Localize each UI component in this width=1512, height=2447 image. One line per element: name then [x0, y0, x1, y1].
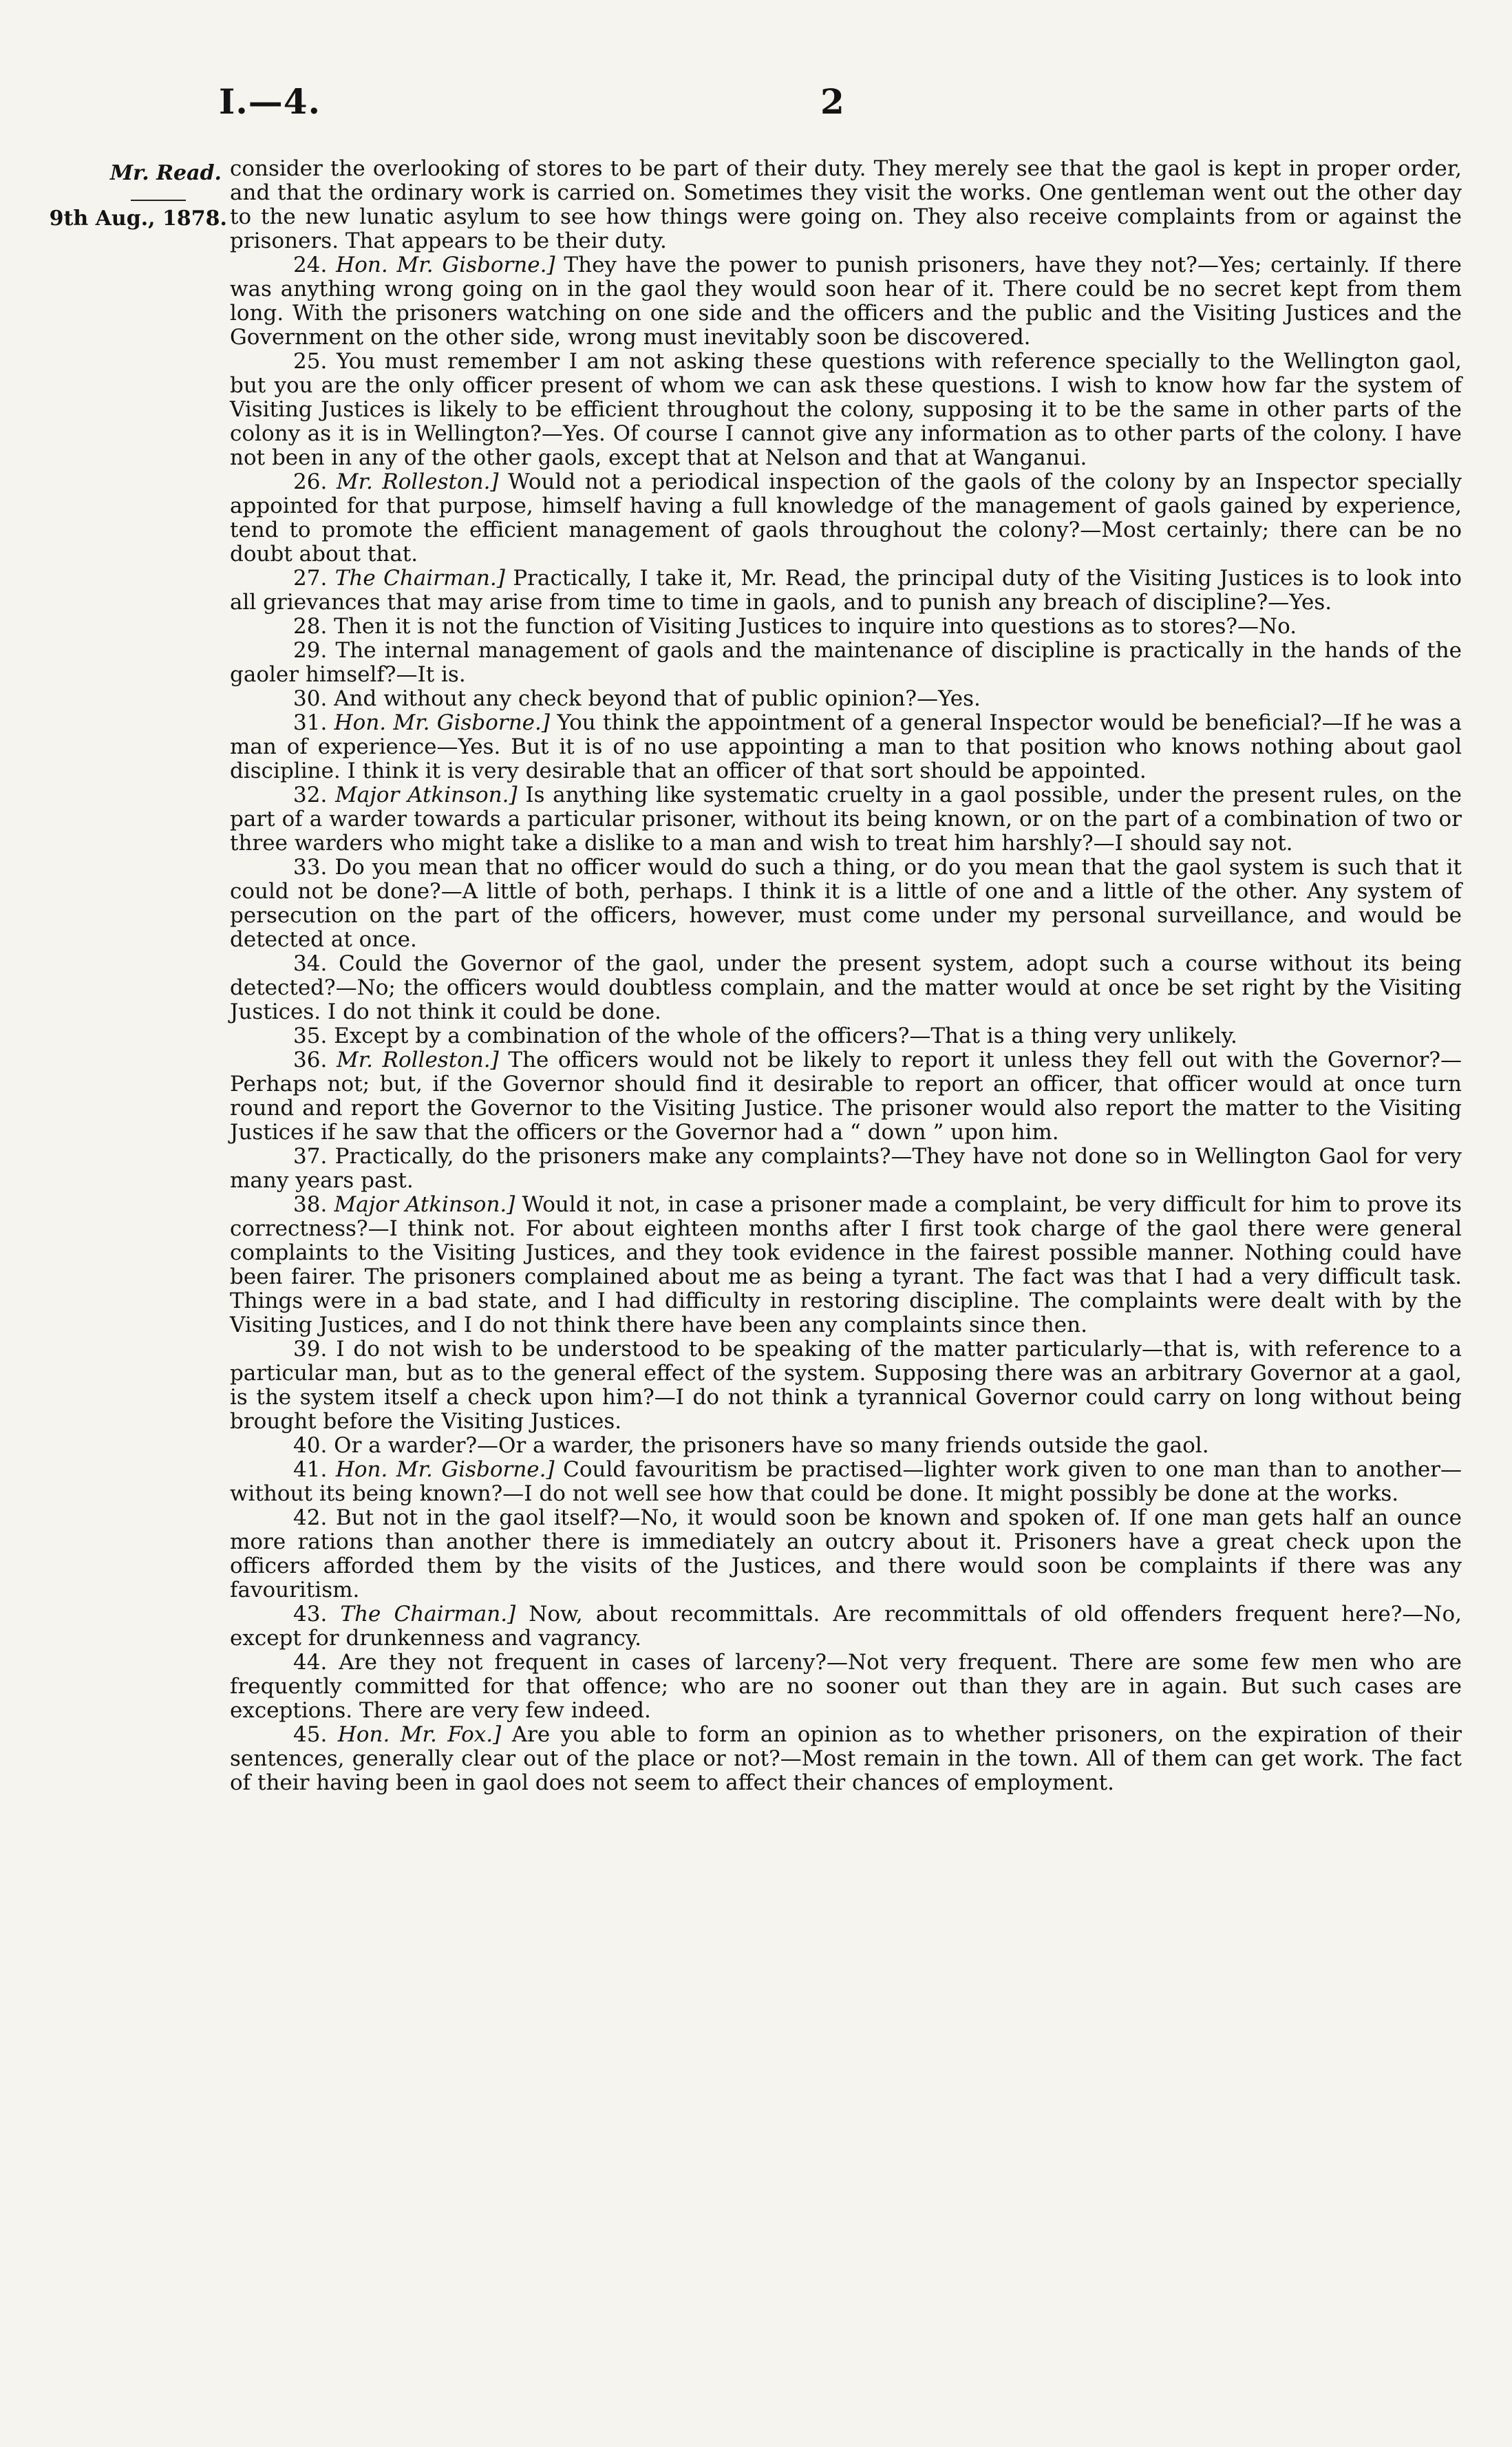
question-number: 26. [293, 469, 328, 494]
questioner-name: Hon. Mr. Fox.] [337, 1722, 502, 1747]
paragraph-text: They have the power to punish prisoners, have they not?—Yes; certainly. If there was anything wrong going on in the gaol they would soon hear of it. There could be no secret kept from them long. With the prisoners watching on one side and the officers and the public and the Visiting Justices and the Government on the other side, wrong must inevitably soon be discovered. [230, 253, 1462, 350]
question-number: 40. [293, 1433, 328, 1458]
question-number: 44. [293, 1650, 328, 1675]
margin-note [7, 160, 227, 233]
question-number: 42. [293, 1505, 328, 1530]
evidence-paragraph [230, 856, 1462, 952]
paragraph-text: You must remember I am not asking these questions with reference specially to the Wellington gaol, but you are the only officer present of whom we can ask these questions. I wish to know how far the system of Visiting Justices is likely to be efficient throughout the colony, supposing it to be the same in other parts of the colony as it is in Wellington?—Yes. Of course I cannot give any information as to other parts of the colony. I have not been in any of the other gaols, except that at Nelson and that at Wanganui. [230, 349, 1462, 470]
document-reference: I.—4. [219, 81, 321, 122]
paragraph-text: Except by a combination of the whole of the officers?—That is a thing very unlikely. [334, 1024, 1237, 1048]
paragraph-text: The internal management of gaols and the maintenance of discipline is practically in the hands of the gaoler himself?—It is. [230, 638, 1462, 687]
question-number: 45. [293, 1722, 328, 1747]
evidence-paragraph [230, 639, 1462, 687]
evidence-paragraph [230, 350, 1462, 470]
evidence-paragraph [230, 1193, 1462, 1337]
evidence-text [230, 157, 1462, 1795]
paragraph-text: I do not wish to be understood to be speaking of the matter particularly—that is, with reference to a particular man, but as to the general effect of the system. Supposing there was an arbitrary Governor at a gaol, is the system itself a check upon him?—I do not think a tyrannical Governor could carry on long without being brought before the Visiting Justices. [230, 1337, 1462, 1434]
paragraph-text: Is anything like systematic cruelty in a gaol possible, under the present rules, on the part of a warder towards a particular prisoner, without its being known, or on the part of a combination of two or three warders who might take a dislike to a man and wish to treat him harshly?—I should say not. [230, 783, 1462, 856]
evidence-paragraph [230, 1434, 1462, 1458]
evidence-paragraph [230, 1048, 1462, 1145]
paragraph-text: You think the appointment of a general Inspector would be beneficial?—If he was a man of experience—Yes. But it is of no use appointing a man to that position who knows nothing about gaol discipline. I think it is very desirable that an officer of that sort should be appointed. [230, 710, 1462, 783]
paragraph-text: Or a warder?—Or a warder, the prisoners have so many friends outside the gaol. [334, 1433, 1209, 1458]
questioner-name: Major Atkinson.] [334, 1192, 515, 1217]
margin-divider [131, 200, 186, 201]
paragraph-text: consider the overlooking of stores to be part of their duty. They merely see that the gaol is kept in proper order, and that the ordinary work is carried on. Sometimes they visit the works. One gentleman went out the other day to the new lunatic asylum to see how things were going on. They also receive complaints from or against the prisoners. That appears to be their duty. [230, 156, 1462, 253]
evidence-paragraph [230, 470, 1462, 566]
paragraph-text: Do you mean that no officer would do such a thing, or do you mean that the gaol system is such that it could not be done?—A little of both, perhaps. I think it is a little of one and a little of the other. Any system of persecution on the part of the officers, however, must come under my personal surveillance, and would be detected at once. [230, 855, 1462, 952]
question-number: 39. [293, 1337, 328, 1362]
question-number: 30. [293, 686, 328, 711]
question-number: 38. [293, 1192, 328, 1217]
paragraph-text: Would it not, in case a prisoner made a complaint, be very difficult for him to prove its correctness?—I think not. For about eighteen months after I first took charge of the gaol there were general complaints to the Visiting Justices, and they took evidence in the fairest possible manner. Nothing could have been fairer. The prisoners complained about me as being a tyrant. The fact was that I had a very difficult task. Things were in a bad state, and I had difficulty in restoring discipline. The complaints were dealt with by the Visiting Justices, and I do not think there have been any complaints since then. [230, 1192, 1462, 1337]
evidence-paragraph [230, 1024, 1462, 1048]
evidence-date: 9th Aug., 1878. [49, 206, 227, 231]
questioner-name: Hon. Mr. Gisborne.] [334, 710, 550, 735]
question-number: 29. [293, 638, 328, 663]
question-number: 32. [293, 783, 328, 807]
evidence-paragraph [230, 783, 1462, 856]
paragraph-text: And without any check beyond that of public opinion?—Yes. [334, 686, 981, 711]
evidence-paragraph [230, 1145, 1462, 1193]
paragraph-text: Now, about recommittals. Are recommittals of old offenders frequent here?—No, except for drunkenness and vagrancy. [230, 1602, 1462, 1651]
evidence-paragraph [230, 1723, 1462, 1795]
question-number: 25. [293, 349, 328, 374]
question-number: 31. [293, 710, 328, 735]
evidence-paragraph [230, 687, 1462, 711]
questioner-name: The Chairman.] [334, 566, 505, 591]
paragraph-text: Could the Governor of the gaol, under the present system, adopt such a course without its being detected?—No; the officers would doubtless complain, and the matter would at once be set right by the Visiting Justices. I do not think it could be done. [230, 951, 1462, 1024]
question-number: 36. [293, 1048, 328, 1072]
paragraph-text: Are you able to form an opinion as to whether prisoners, on the expiration of their sentences, generally clear out of the place or not?—Most remain in the town. All of them can get work. The fact of their having been in gaol does not seem to affect their chances of employment. [230, 1722, 1462, 1795]
evidence-paragraph [230, 711, 1462, 783]
evidence-paragraph [230, 952, 1462, 1024]
paragraph-text: Practically, do the prisoners make any complaints?—They have not done so in Wellington Gaol for very many years past. [230, 1144, 1462, 1193]
questioner-name: Mr. Rolleston.] [336, 469, 499, 494]
question-number: 34. [293, 951, 328, 976]
question-number: 24. [293, 253, 328, 277]
paragraph-text: Could favouritism be practised—lighter work given to one man than to another—without its being known?—I do not well see how that could be done. It might possibly be done at the works. [230, 1457, 1462, 1506]
question-number: 43. [293, 1602, 328, 1627]
witness-name: Mr. Read. [109, 161, 222, 185]
evidence-paragraph [230, 1506, 1462, 1602]
evidence-paragraph [230, 253, 1462, 350]
paragraph-text: Would not a periodical inspection of the gaols of the colony by an Inspector specially appointed for that purpose, himself having a full knowledge of the management of gaols gained by experience, tend to promote the efficient management of gaols throughout the colony?—Most certainly; there can be no doubt about that. [230, 469, 1462, 566]
question-number: 28. [293, 614, 328, 639]
paragraph-text: But not in the gaol itself?—No, it would soon be known and spoken of. If one man gets half an ounce more rations than another there is immediately an outcry about it. Prisoners have a great check upon the officers afforded them by the visits of the Justices, and there would soon be complaints if there was any favouritism. [230, 1505, 1462, 1602]
paragraph-text: Practically, I take it, Mr. Read, the principal duty of the Visiting Justices is to look into all grievances that may arise from time to time in gaols, and to punish any breach of discipline?—Yes. [230, 566, 1462, 615]
paragraph-text: Are they not frequent in cases of larceny?—Not very frequent. There are some few men who are frequently committed for that offence; who are no sooner out than they are in again. But such cases are exceptions. There are very few indeed. [230, 1650, 1462, 1723]
questioner-name: Hon. Mr. Gisborne.] [336, 253, 555, 277]
paragraph-text: Then it is not the function of Visiting Justices to inquire into questions as to stores?—No. [334, 614, 1297, 639]
evidence-paragraph [230, 615, 1462, 639]
questioner-name: Mr. Rolleston.] [336, 1048, 499, 1072]
evidence-paragraph [230, 1458, 1462, 1506]
question-number: 41. [293, 1457, 328, 1482]
question-number: 35. [293, 1024, 328, 1048]
evidence-paragraph [230, 566, 1462, 615]
evidence-paragraph [230, 157, 1462, 253]
evidence-paragraph [230, 1651, 1462, 1723]
questioner-name: Major Atkinson.] [335, 783, 518, 807]
question-number: 33. [293, 855, 328, 880]
question-number: 37. [293, 1144, 328, 1169]
evidence-paragraph [230, 1337, 1462, 1434]
questioner-name: Hon. Mr. Gisborne.] [335, 1457, 555, 1482]
questioner-name: The Chairman.] [340, 1602, 516, 1627]
page-number: 2 [820, 81, 844, 122]
paragraph-text: The officers would not be likely to report it unless they fell out with the Governor?—Perhaps not; but, if the Governor should find it desirable to report an officer, that officer would at once turn round and report the Governor to the Visiting Justice. The prisoner would also report the matter to the Visiting Justices if he saw that the officers or the Governor had a “ down ” upon him. [230, 1048, 1462, 1145]
evidence-paragraph [230, 1602, 1462, 1651]
question-number: 27. [293, 566, 328, 591]
